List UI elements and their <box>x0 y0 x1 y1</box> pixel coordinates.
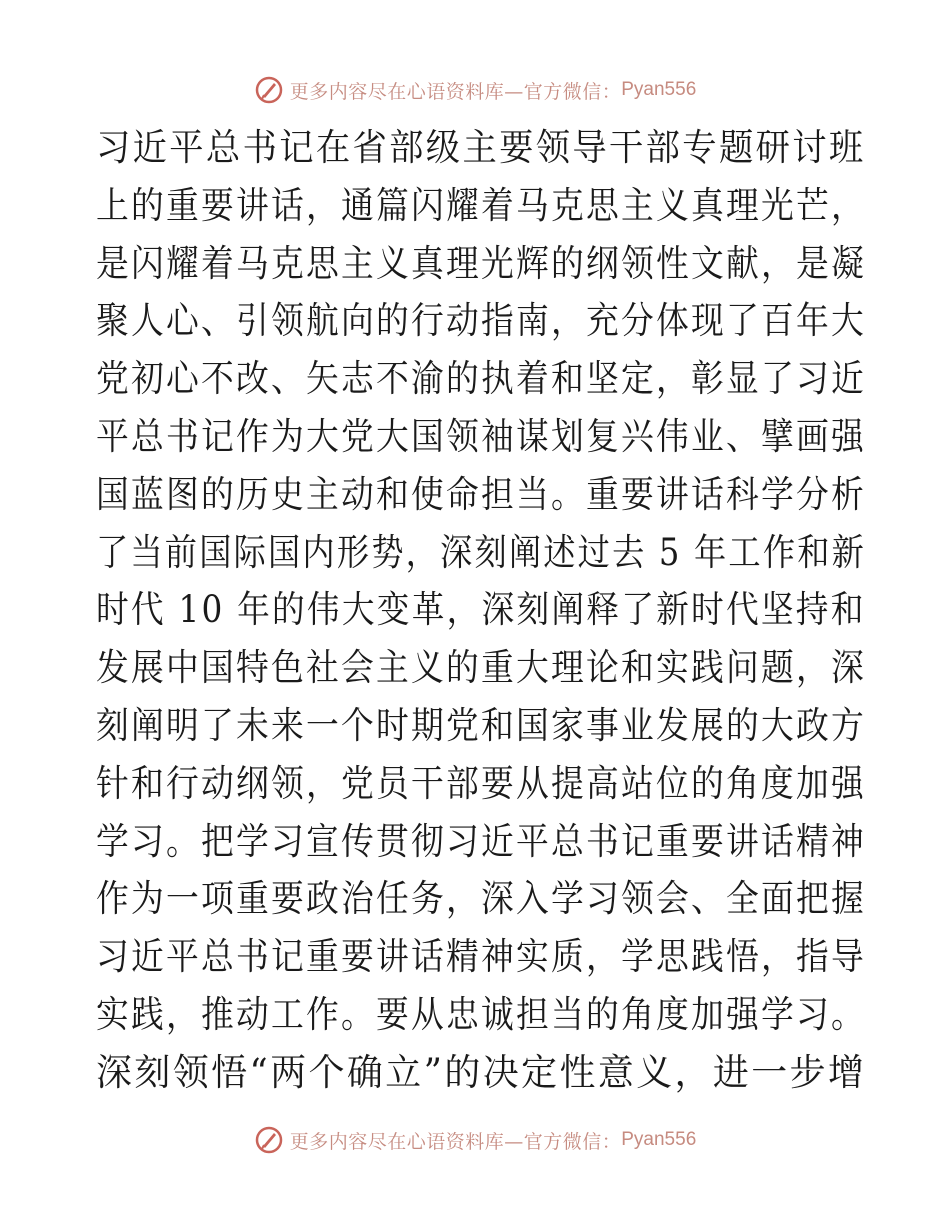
header-watermark <box>0 70 950 110</box>
text-line: 深刻领悟“两个确立”的决定性意义，进一步增 <box>96 1050 867 1094</box>
text-line: 习近平总书记重要讲话精神实质，学思践悟，指导 <box>96 935 866 979</box>
quill-logo-icon <box>254 75 284 105</box>
text-line: 作为一项重要政治任务，深入学习领会、全面把握 <box>96 877 866 921</box>
text-line: 是闪耀着马克思主义真理光辉的纲领性文献，是凝 <box>96 241 866 285</box>
text-line: 刻阐明了未来一个时期党和国家事业发展的大政方 <box>96 703 866 747</box>
text-line: 党初心不改、矢志不渝的执着和坚定，彰显了习近 <box>96 357 866 401</box>
body-text <box>96 119 866 1102</box>
text-line: 聚人心、引领航向的行动指南，充分体现了百年大 <box>96 299 866 343</box>
text-line: 学习。把学习宣传贯彻习近平总书记重要讲话精神 <box>96 819 866 863</box>
text-line: 上的重要讲话，通篇闪耀着马克思主义真理光芒， <box>96 183 866 227</box>
text-line: 习近平总书记在省部级主要领导干部专题研讨班 <box>96 126 866 169</box>
watermark-text: 更多内容尽在心语资料库—官方微信： <box>289 1130 622 1153</box>
text-line: 时代 10 年的伟大变革，深刻阐释了新时代坚持和 <box>96 588 866 632</box>
watermark-handle: Pyan556 <box>621 79 697 100</box>
watermark-handle: Pyan556 <box>621 1129 697 1150</box>
text-line: 针和行动纲领，党员干部要从提高站位的角度加强 <box>96 761 866 805</box>
text-line: 实践，推动工作。要从忠诚担当的角度加强学习。 <box>96 992 866 1036</box>
quill-logo-icon <box>254 1125 284 1155</box>
text-line: 国蓝图的历史主动和使命担当。重要讲话科学分析 <box>96 472 866 516</box>
watermark-text: 更多内容尽在心语资料库—官方微信： <box>289 80 622 103</box>
text-line: 了当前国际国内形势，深刻阐述过去 5 年工作和新 <box>96 530 867 574</box>
text-line: 平总书记作为大党大国领袖谋划复兴伟业、擘画强 <box>96 414 866 458</box>
footer-watermark <box>0 1120 950 1160</box>
text-line: 发展中国特色社会主义的重大理论和实践问题，深 <box>96 646 866 690</box>
